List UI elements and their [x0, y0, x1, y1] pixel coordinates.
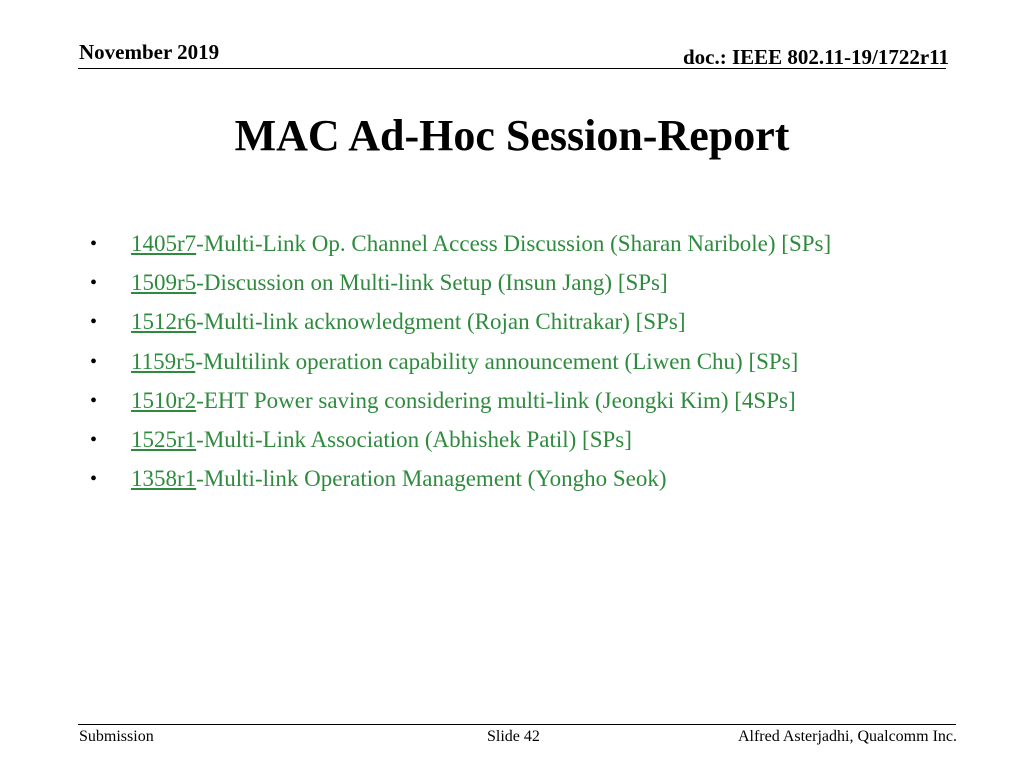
bullet-list: [90, 227, 970, 501]
document-link[interactable]: 1358r1: [131, 466, 197, 492]
bullet-item: [90, 345, 970, 384]
bullet-description: -Multi-link acknowledgment (Rojan Chitrakar) [SPs]: [196, 309, 686, 335]
slide-title: MAC Ad-Hoc Session-Report: [234, 111, 790, 160]
header-doc-id: doc.: IEEE 802.11-19/1722r11: [682, 45, 949, 69]
footer-slide-number: Slide 42: [487, 728, 540, 745]
document-link[interactable]: 1512r6: [131, 309, 197, 335]
bullet-text: [131, 227, 831, 261]
bullet-dot-icon: •: [90, 389, 98, 412]
footer-author: Alfred Asterjadhi, Qualcomm Inc.: [737, 728, 957, 745]
footer-submission: Submission: [79, 728, 154, 745]
bullet-dot-icon: •: [90, 233, 98, 255]
bullet-dot-icon: •: [90, 428, 98, 451]
bullet-text: [131, 384, 796, 418]
footer-divider: [78, 724, 956, 725]
document-link[interactable]: 1405r7: [131, 231, 197, 256]
bullet-item: [90, 227, 970, 266]
bullet-description: -Discussion on Multi-link Setup (Insun Jang) [SPs]: [196, 270, 668, 296]
bullet-text: [131, 266, 668, 300]
bullet-dot-icon: •: [90, 272, 98, 295]
bullet-dot-icon: •: [90, 468, 98, 491]
bullet-text: [131, 462, 667, 496]
bullet-description: -Multi-link Operation Management (Yongho Seok): [196, 466, 667, 492]
document-link[interactable]: 1159r5: [131, 348, 196, 374]
bullet-item: [90, 423, 970, 462]
bullet-description: -Multi-Link Op. Channel Access Discussion (Sharan Naribole) [SPs]: [196, 231, 832, 256]
bullet-dot-icon: •: [90, 350, 98, 373]
header-divider: [78, 68, 946, 69]
bullet-dot-icon: •: [90, 311, 98, 334]
bullet-item: [90, 384, 970, 423]
bullet-text: [131, 423, 632, 457]
bullet-item: [90, 305, 970, 344]
bullet-text: [131, 345, 798, 379]
bullet-description: -Multi-Link Association (Abhishek Patil) [SPs]: [196, 426, 632, 452]
bullet-description: -EHT Power saving considering multi-link (Jeongki Kim) [4SPs]: [196, 387, 796, 413]
header-date: November 2019: [79, 40, 220, 64]
document-link[interactable]: 1509r5: [131, 270, 197, 296]
document-link[interactable]: 1525r1: [131, 426, 197, 452]
bullet-item: [90, 462, 970, 501]
document-link[interactable]: 1510r2: [131, 387, 197, 413]
bullet-description: -Multilink operation capability announcement (Liwen Chu) [SPs]: [195, 348, 799, 374]
bullet-text: [131, 305, 685, 339]
bullet-item: [90, 266, 970, 305]
